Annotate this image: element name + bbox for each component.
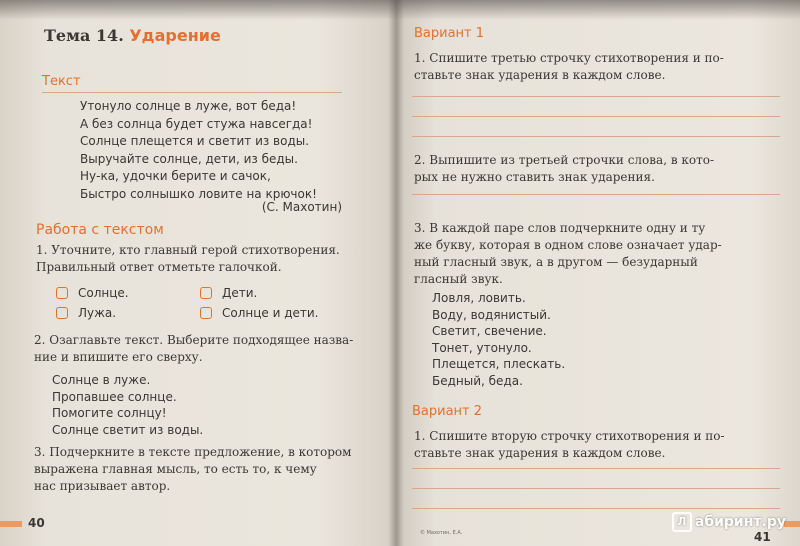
poem-line: Ну-ка, удочки берите и сачок, <box>80 169 271 183</box>
word-pair: Воду, водянистый. <box>432 307 551 322</box>
v1-question-2 <box>414 152 714 186</box>
question-3 <box>34 444 351 495</box>
theme-prefix: Тема 14. <box>44 26 124 45</box>
watermark-text: абиринт.ру <box>694 514 786 530</box>
v2-question-1 <box>414 428 725 462</box>
right-page <box>396 0 800 546</box>
v2-question-1-line: ставьте знак ударения в каждом слове. <box>414 446 666 460</box>
word-pair: Плещется, плескать. <box>432 357 566 371</box>
option-puddle[interactable] <box>56 306 116 320</box>
checkbox-icon[interactable] <box>200 307 212 319</box>
v1-question-3-line: же букву, которая в одном слове означает удар- <box>414 238 722 252</box>
question-1-line: 1. Уточните, кто главный герой стихотворения. <box>36 243 340 257</box>
labirint-watermark <box>672 512 786 532</box>
footer-bar <box>0 521 22 527</box>
question-1-line: Правильный ответ отметьте галочкой. <box>36 260 282 274</box>
labirint-logo-icon: Л <box>672 512 692 532</box>
v1-question-2-line: рых не нужно ставить знак ударения. <box>414 170 655 184</box>
footer-note: © Махотин, Е.А. <box>420 530 463 536</box>
answer-line[interactable] <box>412 468 780 469</box>
v1-question-1 <box>414 50 724 84</box>
title-option: Солнце в луже. <box>52 373 151 387</box>
word-pair: Бедный, беда. <box>432 373 523 388</box>
poem-line: Солнце плещется и светит из воды. <box>80 134 310 148</box>
checkbox-icon[interactable] <box>56 287 68 299</box>
question-1 <box>36 242 340 276</box>
text-label: Текст <box>42 74 81 89</box>
word-pair: Светит, свечение. <box>432 324 547 338</box>
footer-bar <box>784 521 800 527</box>
option-label: Лужа. <box>78 306 117 320</box>
v1-question-3-line: 3. В каждой паре слов подчеркните одну и ту <box>414 221 706 235</box>
book-gutter <box>388 0 404 546</box>
page-number-left: 40 <box>28 516 45 530</box>
left-page <box>0 0 396 546</box>
variant-1-label: Вариант 1 <box>414 26 485 41</box>
question-3-line: выражена главная мысль, то есть то, к чему <box>34 462 317 476</box>
v1-question-3-line: ный гласный звук, а в другом — безударный <box>414 255 698 269</box>
v1-question-1-line: 1. Спишите третью строчку стихотворения и по- <box>414 51 724 65</box>
word-pairs <box>432 290 565 389</box>
page-number-right: 41 <box>754 530 771 544</box>
v1-question-1-line: ставьте знак ударения в каждом слове. <box>414 68 666 82</box>
poem-line: А без солнца будет стужа навсегда! <box>80 116 313 131</box>
v1-question-2-line: 2. Выпишите из третьей строчки слова, в кото- <box>414 153 715 167</box>
v1-question-3 <box>414 220 722 288</box>
poem-line: Выручайте солнце, дети, из беды. <box>80 151 298 166</box>
checkbox-icon[interactable] <box>56 307 68 319</box>
answer-line[interactable] <box>412 508 780 509</box>
answer-line[interactable] <box>412 136 780 137</box>
text-rule <box>42 92 342 93</box>
top-shadow <box>0 0 800 20</box>
word-pair: Тонет, утонуло. <box>432 340 532 355</box>
option-children[interactable] <box>200 286 257 300</box>
word-pair: Ловля, ловить. <box>432 291 526 305</box>
theme-title <box>44 26 221 45</box>
answer-line[interactable] <box>412 194 780 195</box>
answer-line[interactable] <box>412 96 780 97</box>
theme-name: Ударение <box>129 26 221 45</box>
title-option: Помогите солнцу! <box>52 406 167 420</box>
work-label: Работа с текстом <box>36 222 164 238</box>
poem-line: Утонуло солнце в луже, вот беда! <box>80 99 297 113</box>
answer-line[interactable] <box>412 488 780 489</box>
question-3-line: нас призывает автор. <box>34 479 171 493</box>
question-2-line: ние и впишите его сверху. <box>34 350 203 364</box>
poem-line: Быстро солнышко ловите на крючок! <box>80 186 317 201</box>
option-label: Солнце и дети. <box>222 306 319 320</box>
v1-question-3-line: гласный звук. <box>414 272 503 286</box>
option-sun[interactable] <box>56 286 129 300</box>
v2-question-1-line: 1. Спишите вторую строчку стихотворения и по- <box>414 429 725 443</box>
checkbox-icon[interactable] <box>200 287 212 299</box>
question-2-line: 2. Озаглавьте текст. Выберите подходящее назва- <box>34 333 354 347</box>
title-option: Пропавшее солнце. <box>52 389 177 404</box>
poem <box>80 98 342 203</box>
title-option: Солнце светит из воды. <box>52 422 204 437</box>
poem-author: (С. Махотин) <box>261 200 342 214</box>
question-3-line: 3. Подчеркните в тексте предложение, в котором <box>34 445 352 459</box>
title-options <box>52 372 203 438</box>
question-2 <box>34 332 353 366</box>
option-label: Дети. <box>222 286 258 300</box>
option-sun-and-children[interactable] <box>200 306 319 320</box>
option-label: Солнце. <box>78 286 129 300</box>
variant-2-label: Вариант 2 <box>412 404 483 419</box>
answer-line[interactable] <box>412 116 780 117</box>
